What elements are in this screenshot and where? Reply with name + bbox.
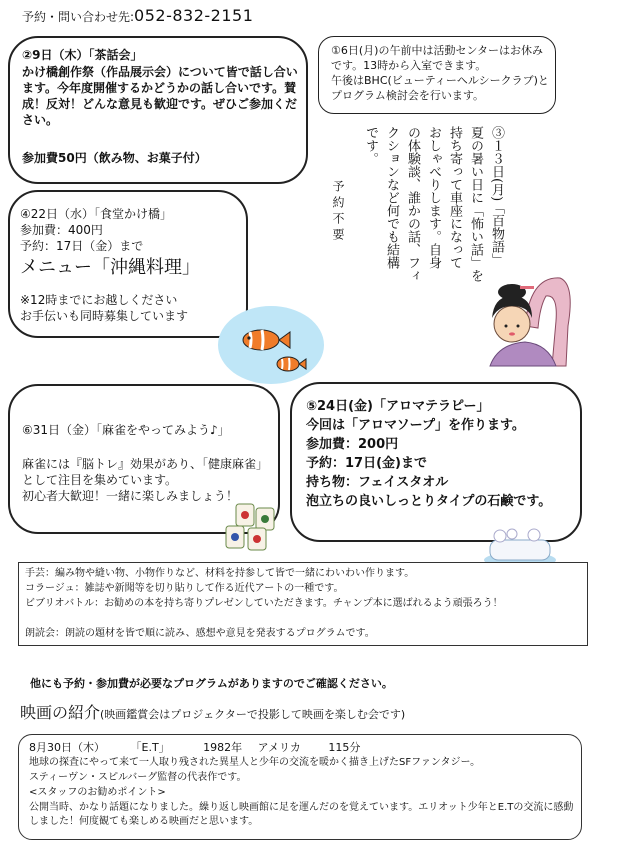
event-6-body2: 初心者大歓迎！一緒に楽しみましょう！ <box>22 489 239 503</box>
movie-year: 1982年 <box>203 741 243 754</box>
event-3-col-5: の体験談、誰かの話、フィ <box>405 126 420 282</box>
event-1-line2: 午後はBHC(ビューティーヘルシークラブ)とプログラム検討会を行います。 <box>331 74 549 102</box>
event-3-col-1: ③１３日(月)「百物語」 <box>489 126 504 267</box>
event-4-menu: メニュー「沖縄料理」 <box>20 257 200 278</box>
event-4-card <box>8 190 248 338</box>
glossary-item-4: 朗読会：朗読の題材を皆で順に読み、感想や意見を発表するプログラムです。 <box>25 628 375 639</box>
glossary-box <box>18 562 588 646</box>
glossary-item-3: ビブリオバトル：お勧めの本を持ち寄りプレゼンしていただきます。チャンプ本に選ばれるよう頑張ろう！ <box>25 598 503 609</box>
movie-box <box>18 734 582 840</box>
contact-header <box>22 6 253 25</box>
storyteller-illustration <box>470 266 580 376</box>
movie-staff-text: 公開当時、かなり話題になりました。繰り返し映画館に足を運んだのを覚えています。エリオット少年とE.Tの交流に感動しました！何度観ても楽しめる映画だと思います。 <box>29 802 574 827</box>
event-5-desc: 泡立ちの良いしっとりタイプの石鹸です。 <box>306 494 552 509</box>
event-2-title: ②9日（木）「茶話会」 <box>22 48 143 62</box>
event-5-fee: 参加費：200円 <box>306 437 399 452</box>
movie-date: 8月30日（木） <box>29 741 105 754</box>
event-3-col-2: 夏の暑い日に「怖い話」を <box>468 126 483 282</box>
fish-illustration <box>216 304 326 386</box>
event-4-note2: お手伝いも同時募集しています <box>20 309 189 323</box>
glossary-item-2: コラージュ：雑誌や新聞等を切り貼りして作る近代アートの一種です。 <box>25 583 344 594</box>
event-4-fee: 参加費：400円 <box>20 223 103 237</box>
contact-phone: 052-832-2151 <box>134 6 254 25</box>
movie-staff-label: <スタッフのお勧めポイント> <box>29 787 166 798</box>
event-2-card <box>8 36 308 184</box>
movie-name: 「E.T」 <box>130 741 170 754</box>
event-1-card <box>318 36 556 114</box>
event-5-title: ⑤24日(金)「アロマテラピー」 <box>306 399 490 414</box>
movie-section-subtitle: (映画鑑賞会はプロジェクターで投影して映画を楽しむ会です) <box>100 708 406 721</box>
glossary-item-1: 手芸：編み物や縫い物、小物作りなど、材料を持参して皆で一緒にわいわい作ります。 <box>25 568 415 579</box>
event-5-card <box>290 382 582 542</box>
event-2-fee: 参加費50円（飲み物、お菓子付） <box>22 151 207 165</box>
contact-label: 予約・問い合わせ先: <box>22 10 135 24</box>
event-4-note1: ※12時までにお越しください <box>20 293 178 307</box>
movie-country: アメリカ <box>257 741 301 754</box>
event-4-title: ④22日（水）「食堂かけ橋」 <box>20 207 173 221</box>
event-3-col-3: 持ち寄って車座になって <box>447 126 462 269</box>
event-6-title: ⑥31日（金）「麻雀をやってみよう♪」 <box>22 423 230 437</box>
movie-section-title: 映画の紹介 <box>20 703 101 722</box>
event-3-note: 予約不要 <box>331 180 345 244</box>
event-2-body: かけ橋創作祭（作品展示会）について皆で話し合います。今年度開催するかどうかの話し合いです。賛成！反対！どんな意見も歓迎です。ぜひご参加ください。 <box>22 65 298 127</box>
movie-section-heading <box>20 700 405 723</box>
mahjong-tiles-illustration <box>222 502 286 552</box>
event-1-line1: ①6日(月)の午前中は活動センターはお休みです。13時から入室できます。 <box>331 44 544 72</box>
event-3-col-4: おしゃべりします。自身 <box>426 126 441 269</box>
event-3-col-7: です。 <box>363 126 378 165</box>
event-5-reserve: 予約：17日(金)まで <box>306 456 427 471</box>
event-6-body1: 麻雀には『脳トレ』効果があり、「健康麻雀」として注目を集めています。 <box>22 457 269 487</box>
event-5-bring: 持ち物：フェイスタオル <box>306 475 449 490</box>
event-5-line1: 今回は「アロマソープ」を作ります。 <box>306 418 525 433</box>
event-3-col-6: クションなど何でも結構 <box>384 126 399 269</box>
movie-length: 115分 <box>328 741 361 754</box>
notice-text: 他にも予約・参加費が必要なプログラムがありますのでご確認ください。 <box>30 677 393 690</box>
movie-desc1: 地球の探査にやって来て一人取り残された異星人と少年の交流を暖かく描き上げたSFファンタジー。 <box>29 757 481 768</box>
movie-desc2: スティーヴン・スピルバーグ監督の代表作です。 <box>29 772 247 783</box>
event-4-reserve: 予約：17日（金）まで <box>20 239 144 253</box>
movie-info-row <box>29 740 360 755</box>
